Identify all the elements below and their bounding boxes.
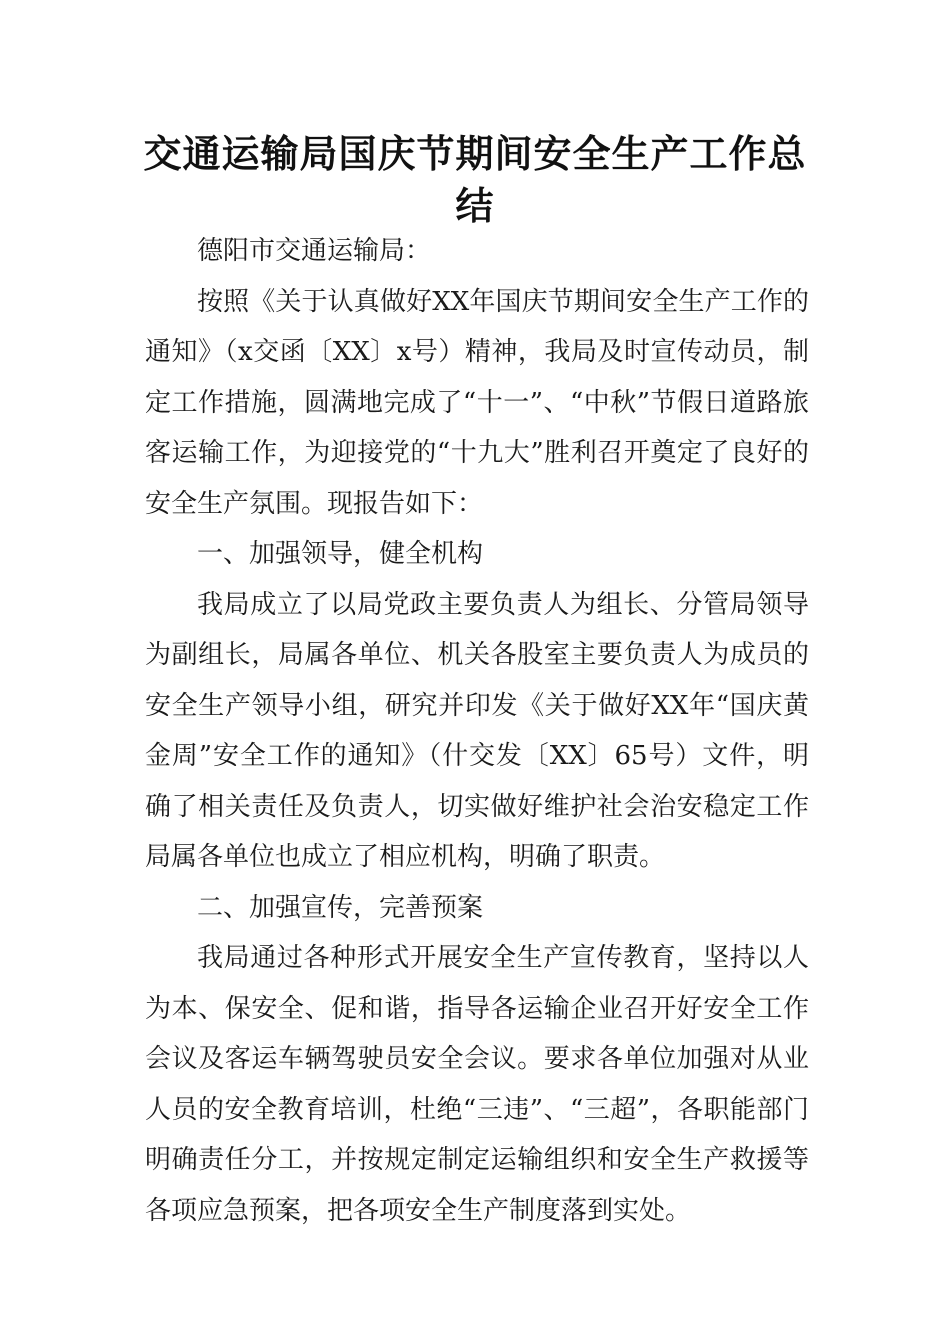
- document-body: [145, 226, 809, 1236]
- section-1-paragraph: 我局成立了以局党政主要负责人为组长、分管局领导为副组长，局属各单位、机关各股室主要负责人为成员的安全生产领导小组，研究并印发《关于做好XX年“国庆黄金周”安全工作的通知》（什交发〔XX〕65号）文件，明确了相关责任及负责人，切实做好维护社会治安稳定工作局属各单位也成立了相应机构，明确了职责。: [145, 589, 809, 872]
- salutation-paragraph: 德阳市交通运输局：: [197, 236, 432, 266]
- section-heading-1: 一、加强领导，健全机构: [197, 539, 484, 569]
- section-2-paragraph: 我局通过各种形式开展安全生产宣传教育，坚持以人为本、保安全、促和谐，指导各运输企业召开好安全工作会议及客运车辆驾驶员安全会议。要求各单位加强对从业人员的安全教育培训，杜绝“三违”、“三超”，各职能部门明确责任分工，并按规定制定运输组织和安全生产救援等各项应急预案，把各项安全生产制度落到实处。: [145, 943, 809, 1226]
- document-title: 交通运输局国庆节期间安全生产工作总结: [143, 132, 807, 228]
- intro-paragraph: 按照《关于认真做好XX年国庆节期间安全生产工作的通知》（x交函〔XX〕x号）精神，我局及时宣传动员，制定工作措施，圆满地完成了“十一”、“中秋”节假日道路旅客运输工作，为迎接党的“十九大”胜利召开奠定了良好的安全生产氛围。现报告如下：: [145, 286, 809, 519]
- section-heading-2: 二、加强宣传，完善预案: [197, 892, 484, 923]
